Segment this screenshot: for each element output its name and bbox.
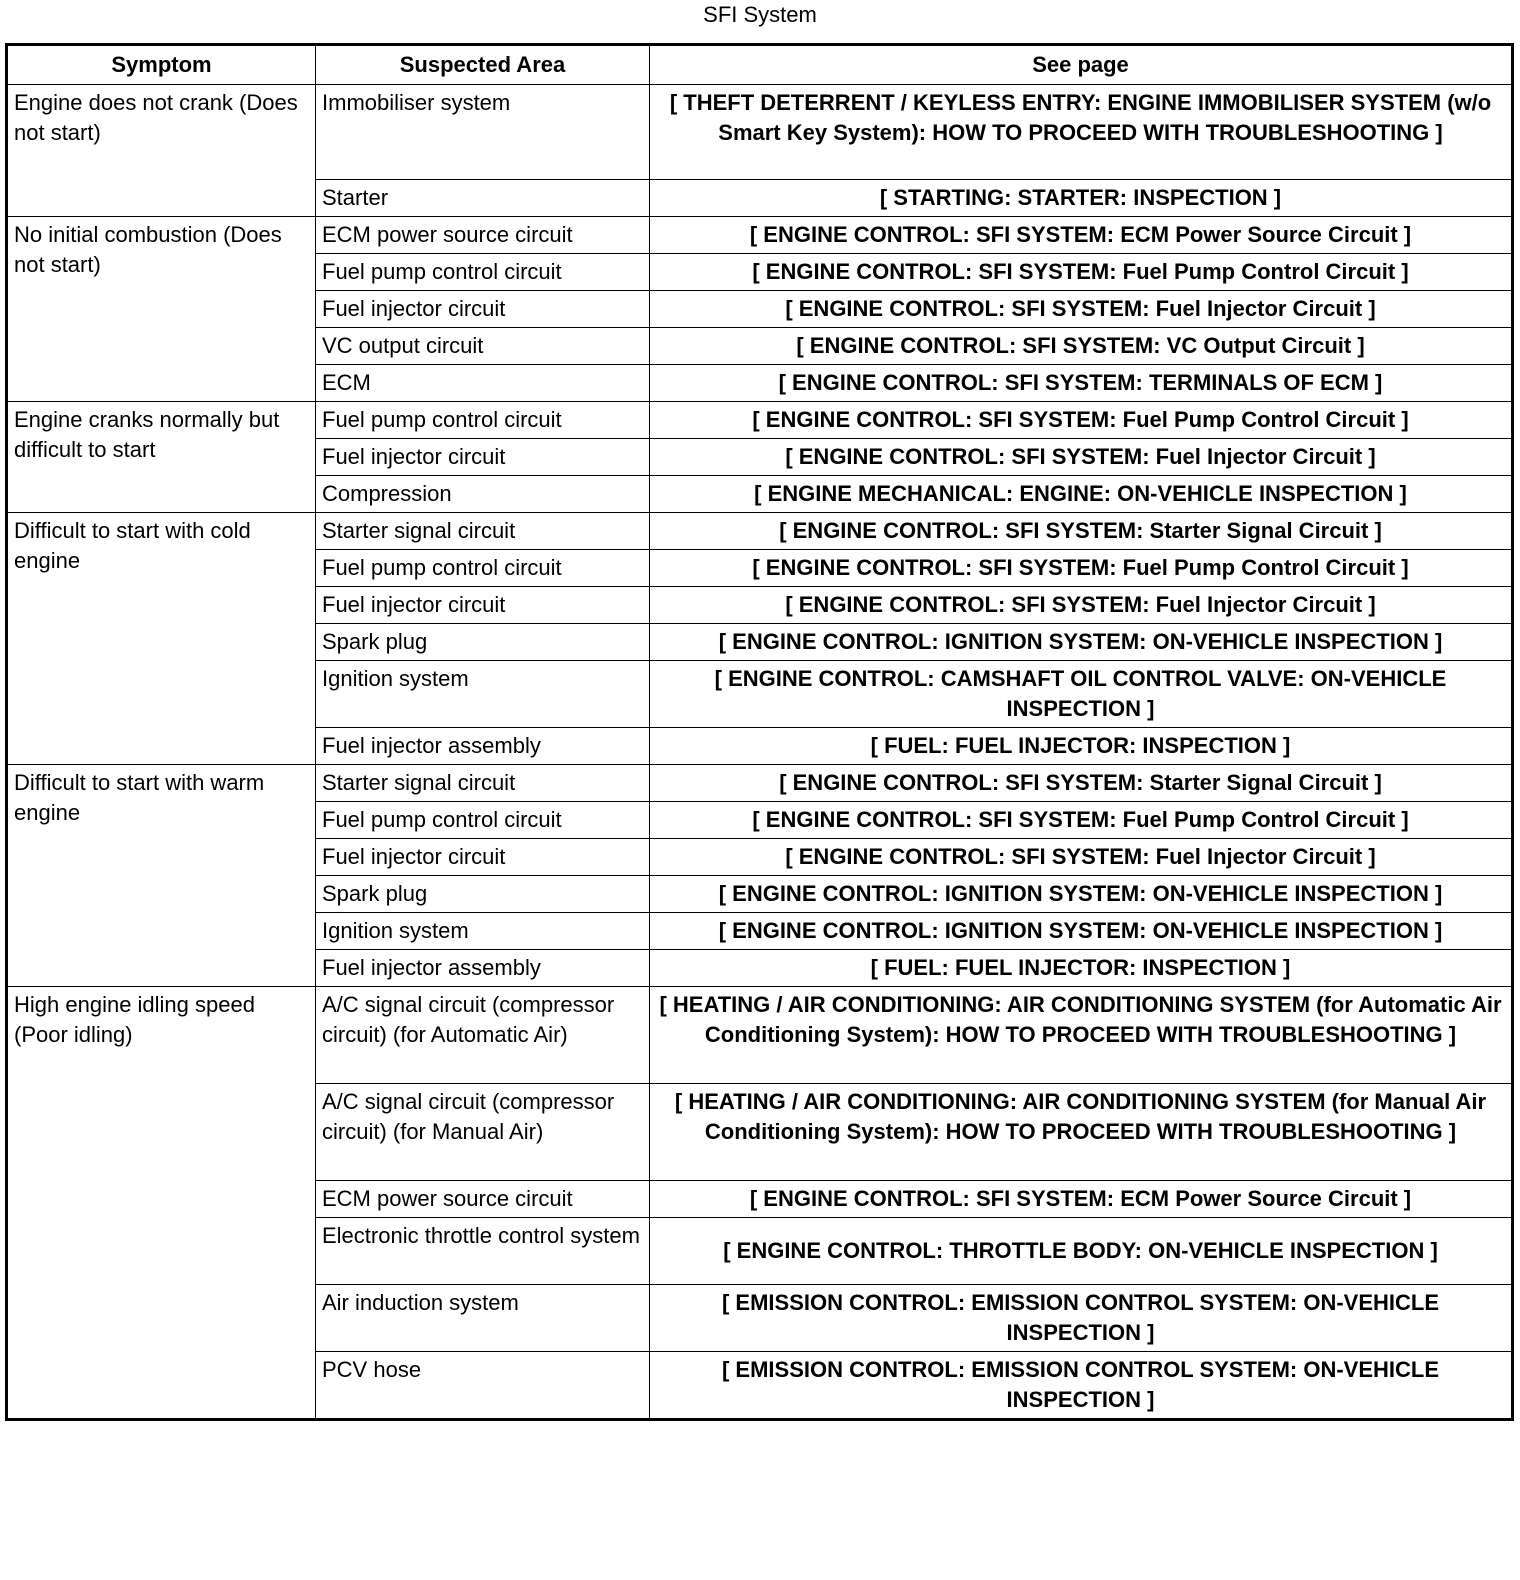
suspected-area-cell: Immobiliser system [316,85,650,180]
symptom-cell: Difficult to start with cold engine [7,513,316,765]
suspected-area-cell: PCV hose [316,1352,650,1420]
suspected-area-cell: Fuel injector assembly [316,950,650,987]
suspected-area-cell: Ignition system [316,661,650,728]
suspected-area-cell: Starter signal circuit [316,765,650,802]
suspected-area-cell: A/C signal circuit (compressor circuit) (for Automatic Air) [316,987,650,1084]
see-page-link[interactable]: [ ENGINE CONTROL: SFI SYSTEM: Fuel Injector Circuit ] [650,439,1513,476]
suspected-area-cell: Fuel pump control circuit [316,802,650,839]
suspected-area-cell: A/C signal circuit (compressor circuit) (for Manual Air) [316,1084,650,1181]
symptom-cell: No initial combustion (Does not start) [7,217,316,402]
table-row [7,217,1513,254]
see-page-link[interactable]: [ ENGINE CONTROL: IGNITION SYSTEM: ON-VEHICLE INSPECTION ] [650,876,1513,913]
see-page-link[interactable]: [ ENGINE CONTROL: SFI SYSTEM: Fuel Pump Control Circuit ] [650,802,1513,839]
table-row [7,765,1513,802]
suspected-area-cell: Spark plug [316,624,650,661]
see-page-link[interactable]: [ ENGINE CONTROL: IGNITION SYSTEM: ON-VEHICLE INSPECTION ] [650,624,1513,661]
suspected-area-cell: ECM [316,365,650,402]
see-page-link[interactable]: [ ENGINE CONTROL: IGNITION SYSTEM: ON-VEHICLE INSPECTION ] [650,913,1513,950]
symptom-cell: Difficult to start with warm engine [7,765,316,987]
see-page-link[interactable]: [ ENGINE CONTROL: SFI SYSTEM: Fuel Injector Circuit ] [650,839,1513,876]
suspected-area-cell: ECM power source circuit [316,1181,650,1218]
table-row [7,85,1513,180]
suspected-area-cell: Fuel pump control circuit [316,254,650,291]
symptom-cell: Engine cranks normally but difficult to start [7,402,316,513]
suspected-area-cell: Fuel injector circuit [316,291,650,328]
table-row [7,402,1513,439]
see-page-link[interactable]: [ ENGINE CONTROL: SFI SYSTEM: Fuel Injector Circuit ] [650,291,1513,328]
suspected-area-cell: Starter signal circuit [316,513,650,550]
suspected-area-cell: ECM power source circuit [316,217,650,254]
see-page-link[interactable]: [ EMISSION CONTROL: EMISSION CONTROL SYSTEM: ON-VEHICLE INSPECTION ] [650,1352,1513,1420]
table-row [7,987,1513,1084]
suspected-area-cell: Fuel pump control circuit [316,402,650,439]
see-page-link[interactable]: [ ENGINE CONTROL: SFI SYSTEM: Fuel Pump Control Circuit ] [650,402,1513,439]
see-page-link[interactable]: [ ENGINE CONTROL: THROTTLE BODY: ON-VEHICLE INSPECTION ] [650,1218,1513,1285]
see-page-link[interactable]: [ ENGINE CONTROL: SFI SYSTEM: Fuel Pump Control Circuit ] [650,254,1513,291]
suspected-area-cell: Fuel injector circuit [316,587,650,624]
see-page-link[interactable]: [ ENGINE CONTROL: SFI SYSTEM: TERMINALS OF ECM ] [650,365,1513,402]
see-page-link[interactable]: [ ENGINE CONTROL: SFI SYSTEM: ECM Power Source Circuit ] [650,1181,1513,1218]
table-row [7,513,1513,550]
suspected-area-cell: Fuel injector circuit [316,839,650,876]
see-page-link[interactable]: [ ENGINE CONTROL: SFI SYSTEM: Starter Signal Circuit ] [650,765,1513,802]
suspected-area-cell: Compression [316,476,650,513]
see-page-link[interactable]: [ ENGINE CONTROL: SFI SYSTEM: Starter Signal Circuit ] [650,513,1513,550]
suspected-area-cell: Electronic throttle control system [316,1218,650,1285]
see-page-link[interactable]: [ ENGINE CONTROL: SFI SYSTEM: Fuel Injector Circuit ] [650,587,1513,624]
symptom-cell: Engine does not crank (Does not start) [7,85,316,217]
see-page-link[interactable]: [ ENGINE CONTROL: SFI SYSTEM: Fuel Pump Control Circuit ] [650,550,1513,587]
see-page-link[interactable]: [ EMISSION CONTROL: EMISSION CONTROL SYSTEM: ON-VEHICLE INSPECTION ] [650,1285,1513,1352]
suspected-area-cell: Fuel pump control circuit [316,550,650,587]
suspected-area-cell: Air induction system [316,1285,650,1352]
header-see-page: See page [650,45,1513,85]
see-page-link[interactable]: [ STARTING: STARTER: INSPECTION ] [650,180,1513,217]
see-page-link[interactable]: [ HEATING / AIR CONDITIONING: AIR CONDITIONING SYSTEM (for Automatic Air Conditioning System): HOW TO PROCEED WITH TROUBLESHOOTING ] [650,987,1513,1084]
suspected-area-cell: Starter [316,180,650,217]
see-page-link[interactable]: [ ENGINE MECHANICAL: ENGINE: ON-VEHICLE INSPECTION ] [650,476,1513,513]
suspected-area-cell: VC output circuit [316,328,650,365]
see-page-link[interactable]: [ THEFT DETERRENT / KEYLESS ENTRY: ENGINE IMMOBILISER SYSTEM (w/o Smart Key System): HOW TO PROCEED WITH TROUBLESHOOTING ] [650,85,1513,180]
suspected-area-cell: Spark plug [316,876,650,913]
see-page-link[interactable]: [ ENGINE CONTROL: CAMSHAFT OIL CONTROL VALVE: ON-VEHICLE INSPECTION ] [650,661,1513,728]
see-page-link[interactable]: [ HEATING / AIR CONDITIONING: AIR CONDITIONING SYSTEM (for Manual Air Conditioning System): HOW TO PROCEED WITH TROUBLESHOOTING ] [650,1084,1513,1181]
symptom-cell: High engine idling speed (Poor idling) [7,987,316,1420]
header-row [7,45,1513,85]
header-symptom: Symptom [7,45,316,85]
page-title: SFI System [703,2,817,27]
see-page-link[interactable]: [ FUEL: FUEL INJECTOR: INSPECTION ] [650,950,1513,987]
sfi-troubleshooting-table [5,43,1514,1421]
suspected-area-cell: Fuel injector circuit [316,439,650,476]
see-page-link[interactable]: [ ENGINE CONTROL: SFI SYSTEM: ECM Power Source Circuit ] [650,217,1513,254]
suspected-area-cell: Ignition system [316,913,650,950]
see-page-link[interactable]: [ FUEL: FUEL INJECTOR: INSPECTION ] [650,728,1513,765]
header-suspected-area: Suspected Area [316,45,650,85]
see-page-link[interactable]: [ ENGINE CONTROL: SFI SYSTEM: VC Output Circuit ] [650,328,1513,365]
suspected-area-cell: Fuel injector assembly [316,728,650,765]
